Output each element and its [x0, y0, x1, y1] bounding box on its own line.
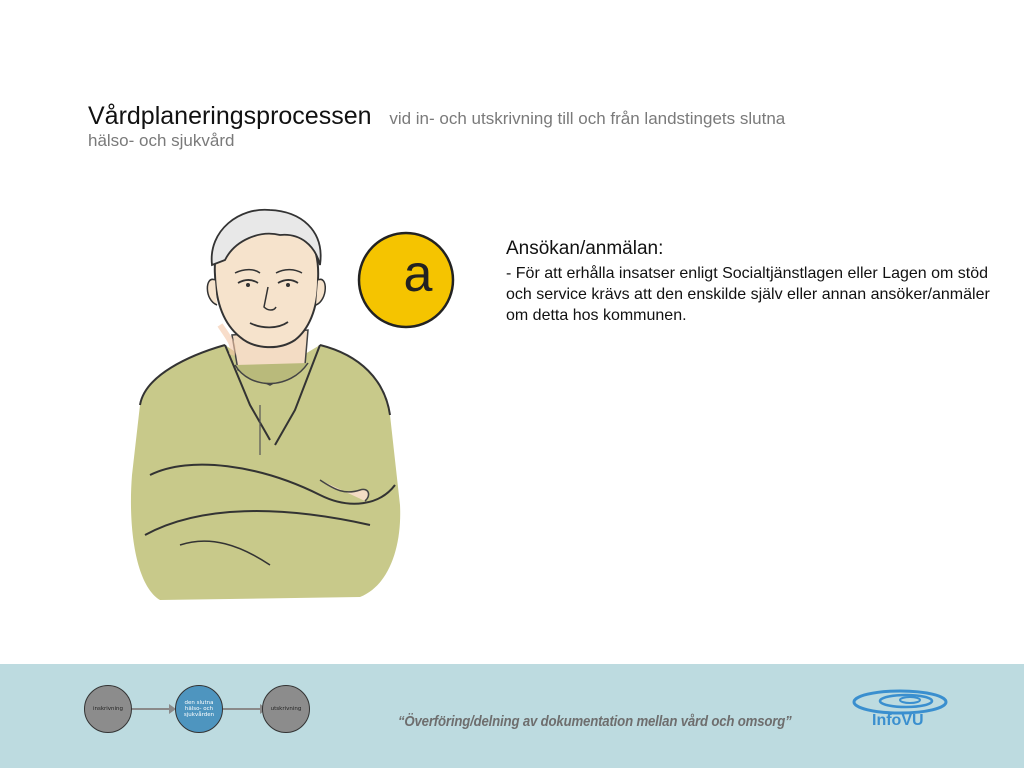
- flow-node-slutna-vard: den slutna hälso- och sjukvården: [175, 685, 223, 733]
- flow-arrow-2: [223, 708, 261, 710]
- logo-text: InfoVU: [872, 712, 924, 729]
- process-flow: [84, 685, 314, 735]
- slide-title: Vårdplaneringsprocessen: [88, 102, 372, 130]
- slide-subtitle-line1: vid in- och utskrivning till och från landstingets slutna: [389, 109, 786, 128]
- content-block: [506, 238, 996, 326]
- footer-slogan: “Överföring/delning av dokumentation mellan vård och omsorg”: [398, 713, 792, 730]
- infovu-logo: [848, 688, 954, 736]
- content-body: - För att erhålla insatser enligt Socialtjänstlagen eller Lagen om stöd och service krävs att den enskilde själv eller annan ansöker/anmäler om detta hos kommunen.: [506, 265, 990, 324]
- flow-node-utskrivning: utskrivning: [262, 685, 310, 733]
- badge-letter: a: [403, 245, 433, 303]
- slide-subtitle-line2: hälso- och sjukvård: [88, 130, 235, 150]
- flow-arrow-1: [132, 708, 170, 710]
- letter-badge: [356, 230, 456, 330]
- flow-node-inskrivning: inskrivning: [84, 685, 132, 733]
- content-heading: Ansökan/anmälan:: [506, 238, 664, 259]
- title-block: [88, 102, 948, 151]
